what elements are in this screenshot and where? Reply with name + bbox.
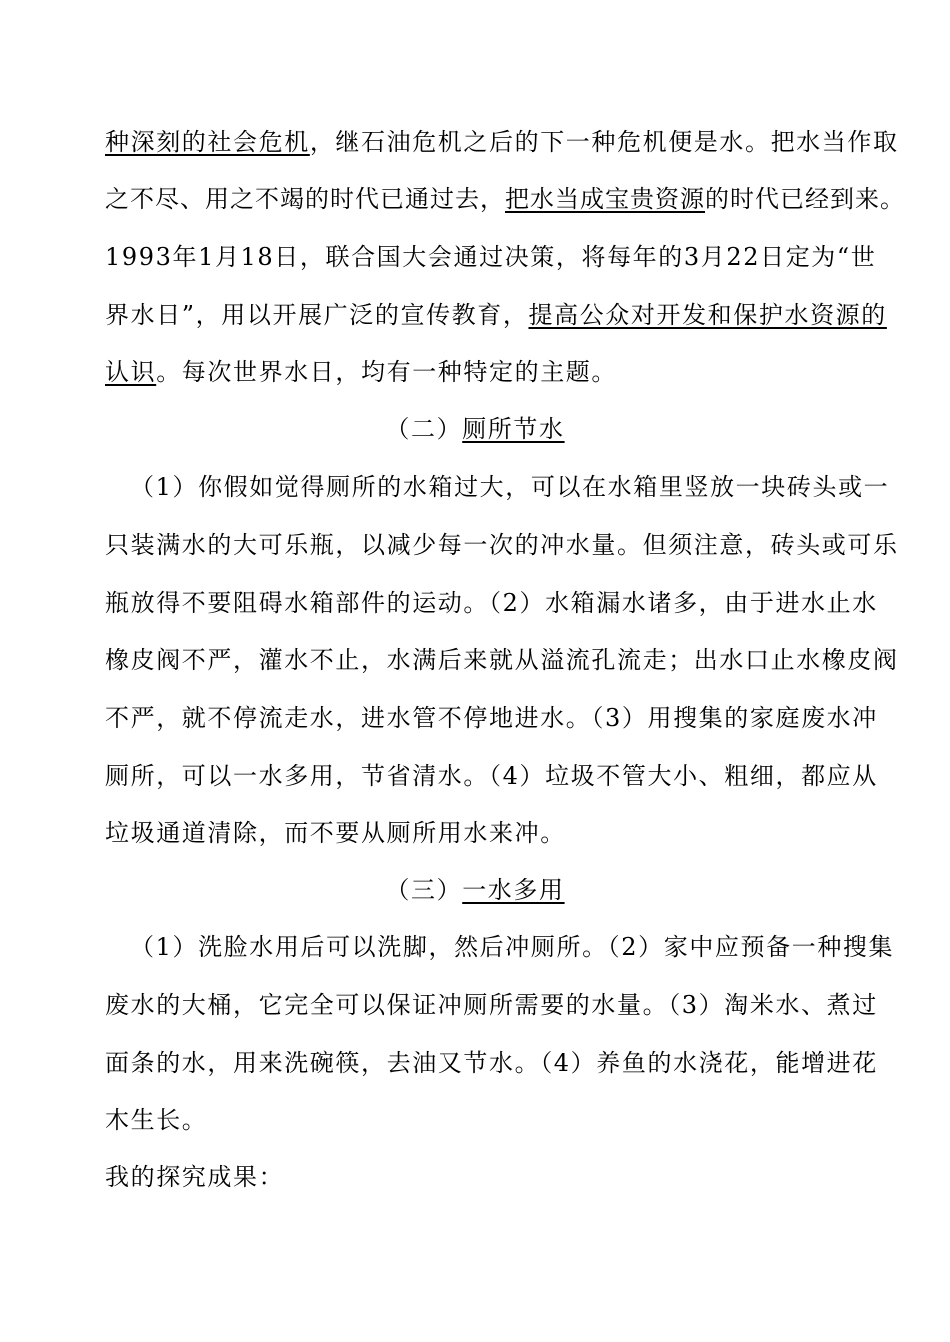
text-run: 1993年1月18日，联合国大会通过决策，将每年的3月22日定为“世 [105,243,877,271]
paragraph-line: 废水的大桶，它完全可以保证冲厕所需要的水量。（3）淘米水、煮过 [105,991,878,1019]
text-run: 。每次世界水日，均有一种特定的主题。 [156,358,618,386]
paragraph-line: 厕所，可以一水多用，节省清水。（4）垃圾不管大小、粗细，都应从 [105,762,878,790]
paragraph-line: 面条的水，用来洗碗筷，去油又节水。（4）养鱼的水浇花，能增进花 [105,1049,878,1077]
paragraph-line: 瓶放得不要阻碍水箱部件的运动。（2）水箱漏水诸多，由于进水止水 [105,589,878,617]
paragraph-line [105,298,925,332]
paragraph-line: 橡皮阀不严，灌水不止，水满后来就从溢流孔流走；出水口止水橡皮阀 [105,646,899,674]
paragraph-line [105,240,925,274]
text-run: 之不尽、用之不竭的时代已通过去， [105,185,505,213]
heading-title: 厕所节水 [462,415,565,443]
text-run: 的时代已经到来。 [705,185,905,213]
paragraph-line: 只装满水的大可乐瓶，以减少每一次的冲水量。但须注意，砖头或可乐 [105,531,899,559]
paragraph-line: 木生长。 [105,1106,208,1134]
underlined-text: 提高公众对开发和保护水资源的 [528,301,887,329]
text-run: ，继石油危机之后的下一种危机便是水。把水当作取 [309,128,899,156]
heading-prefix: （三） [385,876,463,904]
paragraph-line [105,182,925,216]
heading-prefix: （二） [385,415,463,443]
paragraph-line: （1）洗脸水用后可以洗脚，然后冲厕所。（2）家中应预备一种搜集 [130,933,895,961]
underlined-text: 把水当成宝贵资源 [505,185,705,213]
section-heading-toilet-water-saving [0,412,950,446]
section-heading-multi-use-water [0,873,950,907]
paragraph-line: 不严，就不停流走水，进水管不停地进水。（3）用搜集的家庭废水冲 [105,704,878,732]
paragraph-line [105,125,925,159]
paragraph-line: （1）你假如觉得厕所的水箱过大，可以在水箱里竖放一块砖头或一 [130,473,890,501]
paragraph-line: 垃圾通道清除，而不要从厕所用水来冲。 [105,819,566,847]
heading-title: 一水多用 [462,876,565,904]
underlined-text: 种深刻的社会危机 [105,128,310,156]
paragraph-line [105,355,925,389]
result-label: 我的探究成果： [105,1163,285,1191]
text-run: 界水日”，用以开展广泛的宣传教育， [105,301,529,329]
underlined-text: 认识 [105,358,157,386]
